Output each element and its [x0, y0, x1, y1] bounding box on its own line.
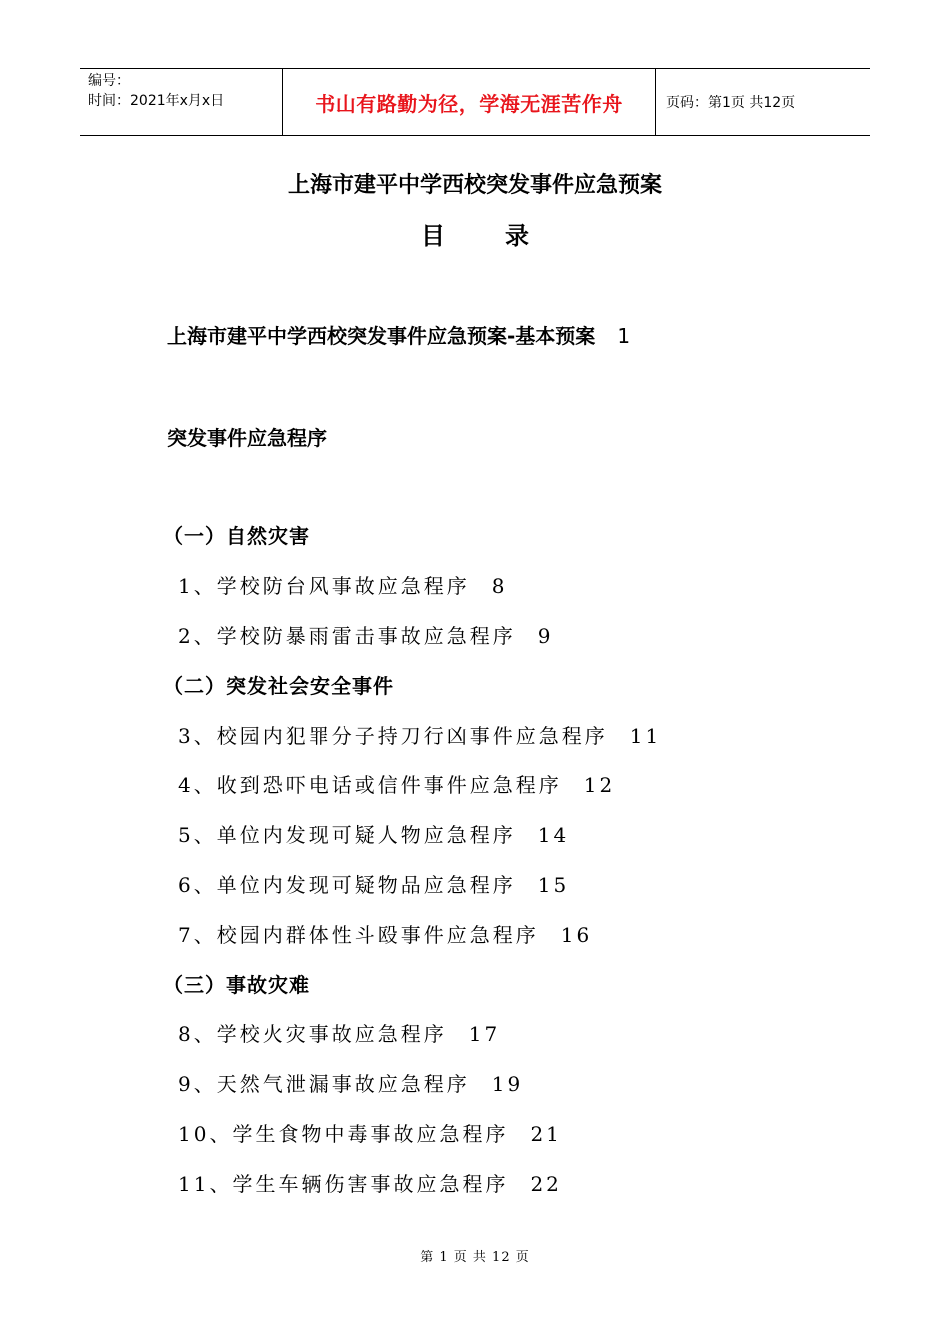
toc-item[interactable] [178, 1118, 562, 1147]
toc-item-page: 14 [537, 823, 570, 847]
toc-item[interactable] [178, 769, 615, 798]
toc-item-label: 8、学校火灾事故应急程序 [178, 1022, 447, 1046]
toc-item[interactable] [178, 720, 661, 749]
toc-item-page: 19 [491, 1072, 524, 1096]
toc-item-page: 8 [491, 574, 508, 598]
toc-entry-page: 1 [617, 324, 631, 348]
toc-entry-label: 上海市建平中学西校突发事件应急预案-基本预案 [167, 324, 596, 348]
toc-item[interactable] [178, 1168, 562, 1197]
toc-item[interactable] [178, 1068, 523, 1097]
toc-item[interactable] [178, 570, 507, 599]
toc-item[interactable] [178, 1018, 500, 1047]
toc-item-page: 9 [537, 624, 554, 648]
toc-item-label: 5、单位内发现可疑人物应急程序 [178, 823, 516, 847]
toc-item-label: 2、学校防暴雨雷击事故应急程序 [178, 624, 516, 648]
toc-item[interactable] [178, 819, 569, 848]
header-meta [80, 69, 282, 135]
document-title: 上海市建平中学西校突发事件应急预案 [287, 173, 662, 198]
toc-item-label: 1、学校防台风事故应急程序 [178, 574, 470, 598]
toc-category-natural-disasters: （一）自然灾害 [163, 524, 310, 548]
toc-item-label: 10、学生食物中毒事故应急程序 [178, 1122, 509, 1146]
document-subtitle: 目录 [421, 222, 589, 250]
toc-item-page: 16 [560, 923, 593, 947]
toc-category-accidents: （三）事故灾难 [163, 973, 310, 997]
toc-item-label: 11、学生车辆伤害事故应急程序 [178, 1172, 509, 1196]
toc-item-page: 15 [537, 873, 570, 897]
toc-item[interactable] [178, 919, 592, 948]
toc-item-page: 22 [530, 1172, 562, 1196]
header-table [80, 68, 870, 136]
toc-item[interactable] [178, 620, 553, 649]
toc-item-page: 21 [530, 1122, 562, 1146]
toc-item-label: 3、校园内犯罪分子持刀行凶事件应急程序 [178, 724, 608, 748]
toc-item-label: 4、收到恐吓电话或信件事件应急程序 [178, 773, 562, 797]
header-motto: 书山有路勤为径，学海无涯苦作舟 [315, 91, 623, 116]
time-label: 时间：2021年x月x日 [88, 93, 225, 109]
toc-item-page: 11 [629, 724, 662, 748]
toc-item-page: 12 [583, 773, 616, 797]
toc-category-social-safety: （二）突发社会安全事件 [163, 674, 394, 698]
toc-item-page: 17 [468, 1022, 501, 1046]
toc-entry-basic[interactable] [167, 320, 630, 349]
page-footer: 第 1 页 共 12 页 [420, 1250, 530, 1265]
header-page-info: 页码：第1页 共12页 [666, 95, 796, 111]
number-label: 编号： [88, 73, 130, 89]
toc-item-label: 7、校园内群体性斗殴事件应急程序 [178, 923, 539, 947]
toc-item-label: 9、天然气泄漏事故应急程序 [178, 1072, 470, 1096]
header-motto-cell [282, 69, 656, 135]
toc-item-label: 6、单位内发现可疑物品应急程序 [178, 873, 516, 897]
toc-item[interactable] [178, 869, 569, 898]
toc-heading-procedures: 突发事件应急程序 [167, 426, 327, 450]
